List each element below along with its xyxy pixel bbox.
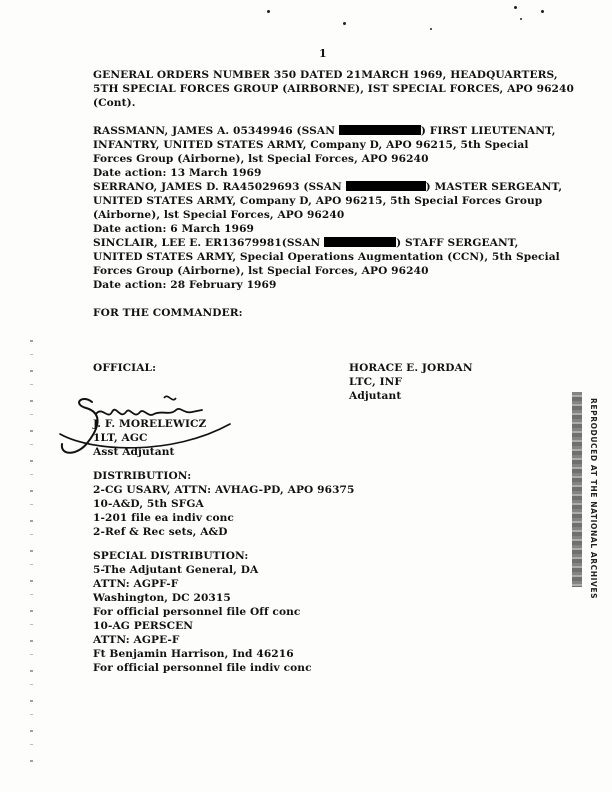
redaction-block <box>324 237 396 247</box>
distribution-item: 10-A&D, 5th SFGA <box>93 498 204 510</box>
header-line-1: GENERAL ORDERS NUMBER 350 DATED 21MARCH 1969, HEADQUARTERS, <box>93 69 558 81</box>
entry-name-id: SERRANO, JAMES D. RA45029693 (SSAN <box>93 181 346 193</box>
for-commander-line: FOR THE COMMANDER: <box>93 307 243 319</box>
entry-serrano-line-3: (Airborne), lst Special Forces, APO 96240 <box>93 209 345 221</box>
header-line-3: (Cont). <box>93 97 136 109</box>
entry-sinclair-line-3: Forces Group (Airborne), lst Special Forces, APO 96240 <box>93 265 429 277</box>
distribution-heading: DISTRIBUTION: <box>93 470 192 482</box>
entry-serrano-line-1 <box>93 180 562 194</box>
entry-sinclair-date: Date action: 28 February 1969 <box>93 279 277 291</box>
entry-sinclair-line-1 <box>93 236 518 250</box>
entry-rank: ) FIRST LIEUTENANT, <box>420 125 556 137</box>
archive-stamp: REPRODUCED AT THE NATIONAL ARCHIVES <box>589 398 598 600</box>
entry-rank: ) STAFF SERGEANT, <box>396 237 519 249</box>
special-distribution-item: Ft Benjamin Harrison, Ind 46216 <box>93 648 294 660</box>
special-distribution-item: ATTN: AGPF-F <box>93 578 179 590</box>
redaction-block <box>346 181 426 191</box>
entry-rank: ) MASTER SERGEANT, <box>425 181 563 193</box>
distribution-item: 1-201 file ea indiv conc <box>93 512 234 524</box>
special-distribution-item: 10-AG PERSCEN <box>93 620 194 632</box>
entry-rassmann-date: Date action: 13 March 1969 <box>93 167 262 179</box>
distribution-item: 2-CG USARV, ATTN: AVHAG-PD, APO 96375 <box>93 484 355 496</box>
entry-name-id: RASSMANN, JAMES A. 05349946 (SSAN <box>93 125 339 137</box>
special-distribution-item: Washington, DC 20315 <box>93 592 231 604</box>
official-title: Asst Adjutant <box>93 446 175 458</box>
entry-name-id: SINCLAIR, LEE E. ER13679981(SSAN <box>93 237 325 249</box>
entry-rassmann-line-2: INFANTRY, UNITED STATES ARMY, Company D, APO 96215, 5th Special <box>93 139 529 151</box>
special-distribution-item: For official personnel file indiv conc <box>93 662 312 674</box>
official-rank: 1LT, AGC <box>93 432 148 444</box>
entry-serrano-line-2: UNITED STATES ARMY, Company D, APO 96215, 5th Special Forces Group <box>93 195 543 207</box>
header-line-2: 5TH SPECIAL FORCES GROUP (AIRBORNE), IST SPECIAL FORCES, APO 96240 <box>93 83 574 95</box>
entry-sinclair-line-2: UNITED STATES ARMY, Special Operations Augmentation (CCN), 5th Special <box>93 251 560 263</box>
entry-rassmann-line-1 <box>93 124 556 138</box>
scan-edge-marks <box>30 340 33 770</box>
commander-rank: LTC, INF <box>349 376 403 388</box>
special-distribution-item: 5-The Adjutant General, DA <box>93 564 259 576</box>
official-label: OFFICIAL: <box>93 362 157 374</box>
commander-title: Adjutant <box>349 390 402 402</box>
entry-rassmann-line-3: Forces Group (Airborne), lst Special Forces, APO 96240 <box>93 153 429 165</box>
special-distribution-item: ATTN: AGPE-F <box>93 634 180 646</box>
entry-serrano-date: Date action: 6 March 1969 <box>93 223 255 235</box>
page-number: 1 <box>319 47 327 60</box>
special-distribution-item: For official personnel file Off conc <box>93 606 301 618</box>
official-name: J. F. MORELEWICZ <box>93 418 207 430</box>
distribution-item: 2-Ref & Rec sets, A&D <box>93 526 228 538</box>
archive-stamp-bar <box>572 392 582 587</box>
special-distribution-heading: SPECIAL DISTRIBUTION: <box>93 550 249 562</box>
commander-name: HORACE E. JORDAN <box>349 362 473 374</box>
redaction-block <box>339 125 421 135</box>
